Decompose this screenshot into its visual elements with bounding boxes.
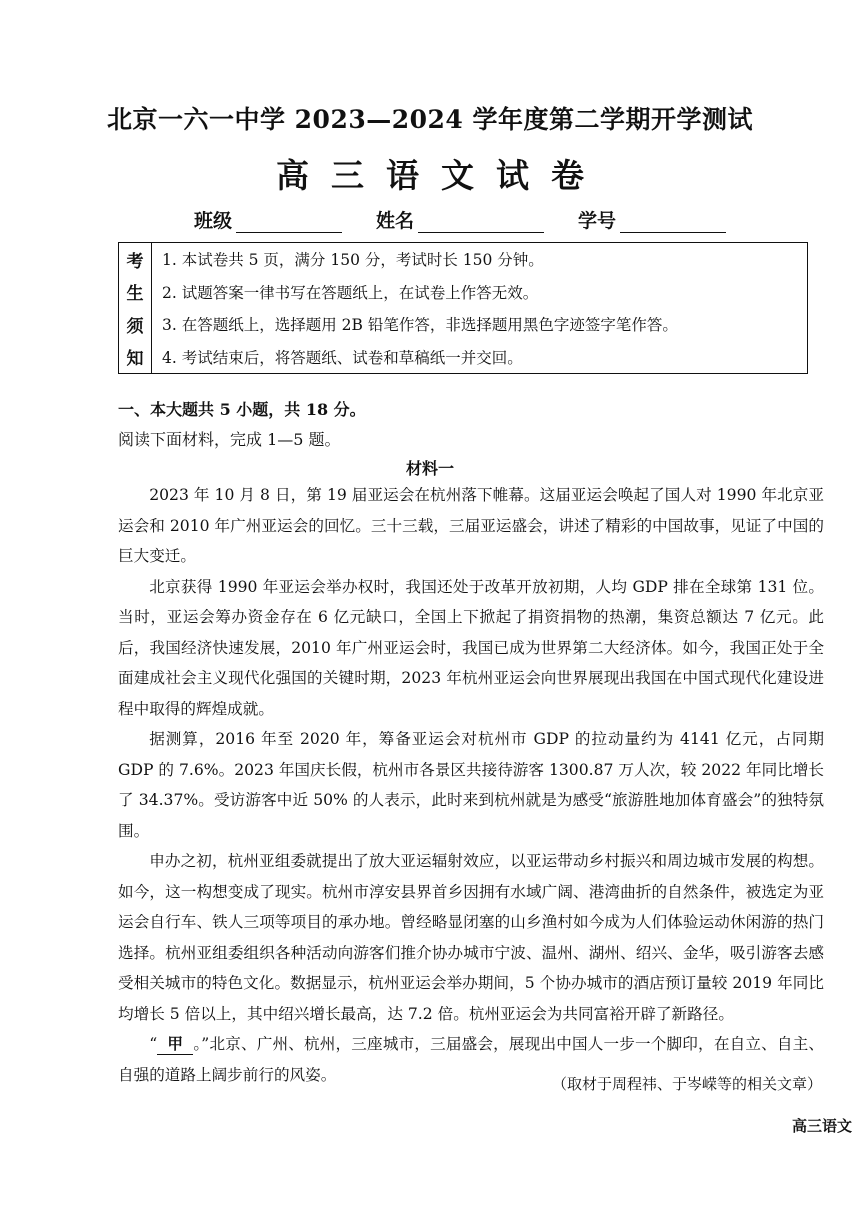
- notice-item: 4. 考试结束后，将答题纸、试卷和草稿纸一并交回。: [162, 348, 523, 367]
- page-footer: 高三语文: [791, 1117, 852, 1135]
- material-paragraph: 北京获得 1990 年亚运会举办权时，我国还处于改革开放初期，人均 GDP 排在全球第 131 位。当时，亚运会筹办资金存在 6 亿元缺口，全国上下掀起了捐资捐物的热潮，集资总额达 7 亿元。此后，我国经济快速发展，2010 年广州亚运会时，我国已成为世界第二大经济体。如今，我国正处于全面建成社会主义现代化强国的关键时期，2023 年杭州亚运会向世界展现出我国在中国式现代化建设进程中取得的辉煌成就。: [118, 577, 824, 718]
- notice-item: 1. 本试卷共 5 页，满分 150 分，考试时长 150 分钟。: [162, 251, 544, 270]
- notice-heading-char: 考: [126, 251, 144, 272]
- section-instruction: 阅读下面材料，完成 1—5 题。: [118, 430, 341, 449]
- notice-items: [152, 243, 807, 373]
- school-title: 北京一六一中学 2023—2024 学年度第二学期开学测试: [106, 105, 754, 134]
- material-paragraph: 2023 年 10 月 8 日，第 19 届亚运会在杭州落下帷幕。这届亚运会唤起了国人对 1990 年北京亚运会和 2010 年广州亚运会的回忆。三十三载，三届亚运盛会，讲述了精彩的中国故事，见证了中国的巨大变迁。: [118, 486, 824, 565]
- material-paragraph: 据测算，2016 年至 2020 年，筹备亚运会对杭州市 GDP 的拉动量约为 4141 亿元，占同期 GDP 的 7.6%。2023 年国庆长假，杭州市各景区共接待游客 1300.87 万人次，较 2022 年同比增长了 34.37%。受访游客中近 50% 的人表示，此时来到杭州就是为感受“旅游胜地加体育盛会”的独特氛围。: [118, 730, 824, 840]
- student-id-blank[interactable]: [620, 212, 726, 233]
- student-info-row: [194, 206, 760, 233]
- fill-blank-jia[interactable]: 甲: [157, 1034, 193, 1055]
- name-field: [376, 206, 544, 233]
- name-label: 姓名: [376, 210, 415, 232]
- class-label: 班级: [194, 210, 233, 232]
- name-blank[interactable]: [418, 212, 544, 233]
- student-id-label: 学号: [578, 210, 617, 232]
- notice-heading-char: 知: [126, 349, 144, 370]
- material-paragraph: 申办之初，杭州亚组委就提出了放大亚运辐射效应，以亚运带动乡村振兴和周边城市发展的构想。如今，这一构想变成了现实。杭州市淳安县界首乡因拥有水域广阔、港湾曲折的自然条件，被选定为亚运会自行车、铁人三项等项目的承办地。曾经略显闭塞的山乡渔村如今成为人们体验运动休闲游的热门选择。杭州亚组委组织各种活动向游客们推介协办城市宁波、温州、湖州、绍兴、金华，吸引游客去感受相关城市的特色文化。数据显示，杭州亚运会举办期间，5 个协办城市的酒店预订量较 2019 年同比均增长 5 倍以上，其中绍兴增长最高，达 7.2 倍。杭州亚运会为共同富裕开辟了新路径。: [118, 852, 824, 1023]
- material-source: （取材于周程祎、于岑嵘等的相关文章）: [551, 1075, 822, 1093]
- class-blank[interactable]: [236, 212, 342, 233]
- final-paragraph-text: 。”北京、广州、杭州，三座城市，三届盛会，展现出中国人一步一个脚印，在自立、自主、自强的道路上阔步前行的风姿。: [118, 1035, 824, 1084]
- notice-item: 3. 在答题纸上，选择题用 2B 铅笔作答，非选择题用黑色字迹签字笔作答。: [162, 316, 678, 335]
- notice-heading-char: 须: [126, 316, 144, 337]
- student-id-field: [578, 206, 726, 233]
- open-quote: “: [149, 1035, 158, 1053]
- exam-notice-box: [118, 242, 808, 374]
- notice-item: 2. 试题答案一律书写在答题纸上，在试卷上作答无效。: [162, 283, 539, 302]
- exam-title: 高三语文试卷: [276, 156, 606, 195]
- notice-heading: [119, 243, 152, 373]
- class-field: [194, 206, 342, 233]
- material-body: [118, 480, 824, 1090]
- material-title: 材料一: [405, 459, 454, 478]
- notice-heading-char: 生: [126, 284, 144, 305]
- section-heading: 一、本大题共 5 小题，共 18 分。: [118, 400, 366, 419]
